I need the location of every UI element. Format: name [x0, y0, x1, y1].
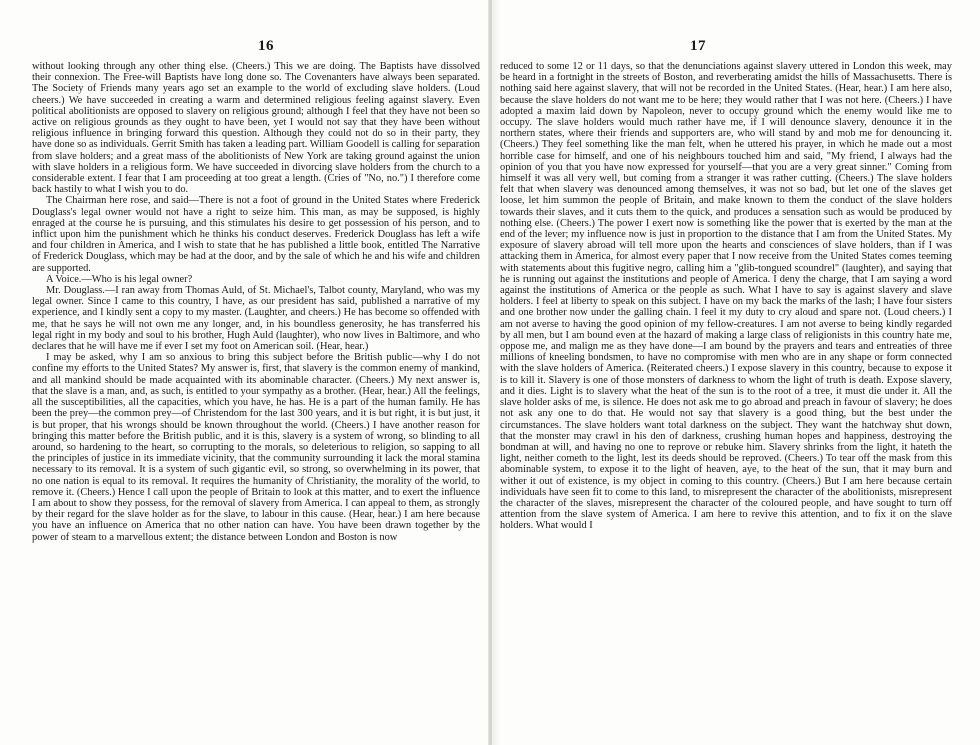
page-curl-shadow	[490, 0, 500, 745]
right-page-body	[500, 61, 952, 532]
paragraph: The Chairman here rose, and said—There is not a foot of ground in the United States where Frederick Douglass's legal owner would not have a right to seize him. This man, as may be supposed, is highly enraged at the course he is pursuing, and this stimulates his desire to get possession of his person, and to inflict upon him the punishment which he thinks his conduct deserves. Frederick Douglass has left a wife and four children in America, and I wish to state that he has published a little book, entitled The Narrative of Frederick Douglass, which may be had at the door, and by the sale of which he and his wife and children are supported.	[32, 195, 480, 274]
paragraph: Mr. Douglass.—I ran away from Thomas Auld, of St. Michael's, Talbot county, Maryland, who was my legal owner. Since I came to this country, I have, as our president has said, published a narrative of my experience, and I kindly sent a copy to my master. (Laughter, and cheers.) He has become so offended with me, that he says he will not own me any longer, and, in his boundless generosity, he has transferred his legal right in my body and soul to his brother, Hugh Auld (laughter), who now lives in Baltimore, and who declares that he will have me if ever I set my foot on American soil. (Hear, hear.)	[32, 285, 480, 353]
page-number-right: 17	[690, 38, 706, 54]
right-page	[490, 0, 980, 745]
paragraph: without looking through any other thing else. (Cheers.) This we are doing. The Baptists have dissolved their connexion. The Free-will Baptists have long done so. The Covenanters have always been separated. The Society of Friends many years ago set an example to the world of excluding slave holders. (Loud cheers.) We have succeeded in creating a warm and determined religious feeling against slavery. Even political abolitionists are opposed to slavery on religious ground; although I feel that they have not been so active on religious grounds as they ought to have been, yet I would not say that they have been without religious influence in bringing forward this question. Although they could not do so in their party, they have done so as individuals. Gerrit Smith has taken a leading part. William Goodell is calling for separation from slave holders; and a great mass of the abolitionists of New York are taking ground against the union with slave holders in a religious form. We have succeeded in divorcing slave holders from the church to a considerable extent. I fear that I am proceeding at too great a length. (Cries of "No, no.") I therefore come back hastily to what I wish you to do.	[32, 61, 480, 196]
paragraph: I may be asked, why I am so anxious to bring this subject before the British public—why I do not confine my efforts to the United States? My answer is, first, that slavery is the common enemy of mankind, and all mankind should be made acquainted with its abominable character. (Cheers.) My next answer is, that the slave is a man, and, as such, is entitled to your sympathy as a brother. (Hear, hear.) All the feelings, all the susceptibilities, all the capacities, which you have, he has. He is a part of the human family. He has been the prey—the common prey—of Christendom for the last 300 years, and it is but right, it is but just, it is but proper, that his wrongs should be known throughout the world. (Cheers.) I have another reason for bringing this matter before the British public, and it is this, slavery is a system of wrong, so blinding to all around, so hardening to the heart, so corrupting to the morals, so deleterious to religion, so sapping to all the principles of justice in its immediate vicinity, that the community surrounding it lack the moral stamina necessary to its removal. It is a system of such gigantic evil, so strong, so overwhelming in its power, that no one nation is equal to its removal. It requires the humanity of Christianity, the morality of the world, to remove it. (Cheers.) Hence I call upon the people of Britain to look at this matter, and to exert the influence I am about to show they possess, for the removal of slavery from America. I can appeal to them, as strongly by their regard for the slave holder as for the slave, to labour in this cause. (Hear, hear.) I am here because you have an influence on America that no other nation can have. You have been drawn together by the power of steam to a marvellous extent; the distance between London and Boston is now	[32, 352, 480, 543]
page-number-left: 16	[258, 38, 274, 54]
left-page-body	[32, 61, 480, 543]
paragraph: reduced to some 12 or 11 days, so that the denunciations against slavery uttered in London this week, may be heard in a fortnight in the streets of Boston, and reverberating amidst the hills of Massachusetts. There is nothing said here against slavery, that will not be recorded in the United States. (Hear, hear.) I am here also, because the slave holders do not want me to be here; they would rather that I was not here. (Cheers.) I have adopted a maxim laid down by Napoleon, never to occupy ground which the enemy would like me to occupy. The slave holders would much rather have me, if I will denounce slavery, denounce it in the northern states, where their friends and supporters are, who will stand by and mob me for denouncing it. (Cheers.) They feel something like the man felt, when he uttered his prayer, in which he made out a most horrible case for himself, and one of his neighbours touched him and said, "My friend, I always had the opinion of you that you have now expressed for yourself—that you are a very great sinner." Coming from himself it was all very well, but coming from a stranger it was rather cutting. (Cheers.) The slave holders felt that when slavery was denounced among themselves, it was not so bad, but let one of the slaves get loose, let him summon the people of Britain, and make known to them the conduct of the slave holders towards their slaves, and it cuts them to the quick, and produces a sensation such as would be produced by nothing else. (Cheers.) The power I exert now is something like the power that is exerted by the man at the end of the lever; my influence now is just in proportion to the distance that I am from the United States. My exposure of slavery abroad will tell more upon the hearts and consciences of slave holders, than if I was attacking them in America, for almost every paper that I now receive from the United States comes teeming with statements about this fugitive negro, calling him a "glib-tongued scoundrel" (laughter), and saying that he is running out against the institutions and people of America. I deny the charge, that I am saying a word against the institutions of America or the people as such. What I have to say is against slavery and slave holders. I feel at liberty to speak on this subject. I have on my back the marks of the lash; I have four sisters and one brother now under the galling chain. I feel it my duty to cry aloud and spare not. (Loud cheers.) I am not averse to having the good opinion of my fellow-creatures. I am not averse to being kindly regarded by all men, but I am bound even at the hazard of making a large class of religionists in this country hate me, oppose me, and malign me as they have done—I am bound by the prayers and tears and entreaties of three millions of kneeling bondsmen, to have no compromise with men who are in any shape or form connected with the slave holders of America. (Reiterated cheers.) I expose slavery in this country, because to expose it is to kill it. Slavery is one of those monsters of darkness to whom the light of truth is death. Expose slavery, and it dies. Light is to slavery what the heat of the sun is to the root of a tree, it must die under it. All the slave holder asks of me, is silence. He does not ask me to go abroad and preach in favour of slavery; he does not ask any one to do that. He would not say that slavery is a good thing, but the best under the circumstances. The slave holders want total darkness on the subject. They want the hatchway shut down, that the monster may crawl in his den of darkness, crushing human hopes and happiness, destroying the bondman at will, and having no one to reprove or rebuke him. Slavery shrinks from the light, it hateth the light, neither cometh to the light, lest its deeds should be reproved. (Cheers.) To tear off the mask from this abominable system, to expose it to the light of heaven, aye, to the heat of the sun, that it may burn and wither it out of existence, is my object in coming to this country. (Cheers.) But I am here because certain individuals have seen fit to come to this land, to misrepresent the character of the abolitionists, misrepresent the character of the slaves, misrepresent the character of the coloured people, and have sought to turn off attention from the slave system of America. I am here to revive this attention, and to fix it on the slave holders. What would I	[500, 61, 952, 532]
paragraph: A Voice.—Who is his legal owner?	[46, 273, 193, 285]
